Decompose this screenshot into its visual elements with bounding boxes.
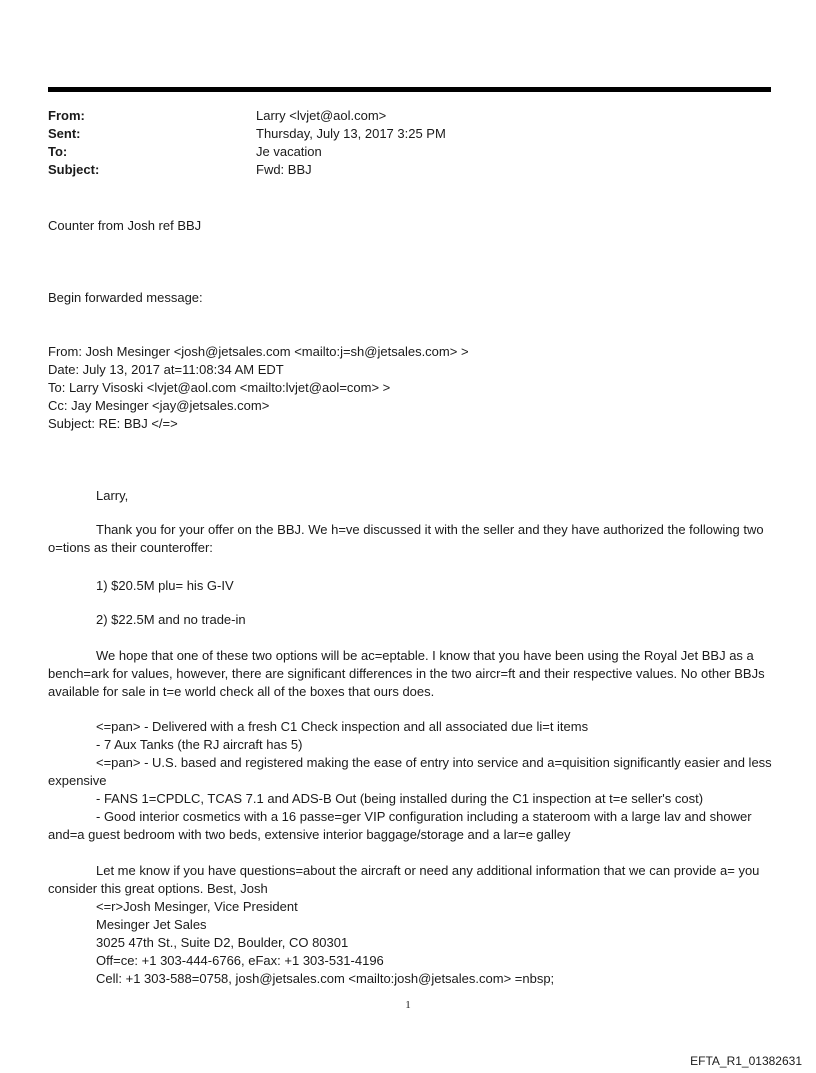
intro-line: Counter from Josh ref BBJ xyxy=(48,218,202,233)
to-row xyxy=(48,143,768,161)
paragraph-3: Let me know if you have questions=about the aircraft or need any additional information that we can provide a= you consider this great options. Best, Josh xyxy=(48,863,760,896)
from-label: From: xyxy=(48,108,85,123)
subject-label: Subject: xyxy=(48,162,100,177)
fwd-cc: Cc: Jay Mesinger <jay@jetsales.com> xyxy=(48,398,270,413)
signature-line-4: Off=ce: +1 303-444-6766, eFax: +1 303-531-4196 xyxy=(96,953,384,968)
signature-line-5: Cell: +1 303-588=0758, josh@jetsales.com <mailto:josh@jetsales.com> =nbsp; xyxy=(96,971,555,986)
header-rule xyxy=(48,87,771,92)
bullet-1: <=pan> - Delivered with a fresh C1 Check inspection and all associated due li=t items xyxy=(96,719,589,734)
to-value: Je vacation xyxy=(256,144,322,159)
bullet-4: - FANS 1=CPDLC, TCAS 7.1 and ADS-B Out (being installed during the C1 inspection at t=e seller's cost) xyxy=(96,791,704,806)
fwd-to: To: Larry Visoski <lvjet@aol.com <mailto:lvjet@aol=com> > xyxy=(48,380,391,395)
option-2: 2) $22.5M and no trade-in xyxy=(96,612,246,627)
from-value: Larry <lvjet@aol.com> xyxy=(256,108,387,123)
signature-line-3: 3025 47th St., Suite D2, Boulder, CO 80301 xyxy=(96,935,349,950)
page-number: 1 xyxy=(405,999,411,1011)
email-header xyxy=(48,107,768,179)
paragraph-2: We hope that one of these two options will be ac=eptable. I know that you have been using the Royal Jet BBJ as a bench=ark for values, however, there are significant differences in the two aircr=ft and their respective values. No other BBJs available for sale in t=e world check all of the boxes that ours does. xyxy=(48,648,765,699)
bullet-2: - 7 Aux Tanks (the RJ aircraft has 5) xyxy=(96,737,303,752)
signature-line-1: <=r>Josh Mesinger, Vice President xyxy=(96,899,298,914)
sent-value: Thursday, July 13, 2017 3:25 PM xyxy=(256,126,446,141)
sent-row xyxy=(48,125,768,143)
to-label: To: xyxy=(48,144,68,159)
fwd-date: Date: July 13, 2017 at=11:08:34 AM EDT xyxy=(48,362,284,377)
bullet-5: - Good interior cosmetics with a 16 passe=ger VIP configuration including a stateroom with a large lav and shower and=a guest bedroom with two beds, extensive interior baggage/storage and a lar=e galley xyxy=(48,809,752,842)
document-id: EFTA_R1_01382631 xyxy=(690,1054,802,1068)
subject-row xyxy=(48,161,768,179)
from-row xyxy=(48,107,768,125)
subject-value: Fwd: BBJ xyxy=(256,162,312,177)
signature-line-2: Mesinger Jet Sales xyxy=(96,917,207,932)
begin-forwarded: Begin forwarded message: xyxy=(48,290,203,305)
option-1: 1) $20.5M plu= his G-IV xyxy=(96,578,234,593)
fwd-from: From: Josh Mesinger <josh@jetsales.com <mailto:j=sh@jetsales.com> > xyxy=(48,344,469,359)
greeting: Larry, xyxy=(96,488,129,503)
sent-label: Sent: xyxy=(48,126,81,141)
bullet-3: <=pan> - U.S. based and registered making the ease of entry into service and a=quisition significantly easier and less expensive xyxy=(48,755,772,788)
paragraph-1: Thank you for your offer on the BBJ. We h=ve discussed it with the seller and they have authorized the following two o=tions as their counteroffer: xyxy=(48,522,764,555)
fwd-subject: Subject: RE: BBJ </=> xyxy=(48,416,178,431)
